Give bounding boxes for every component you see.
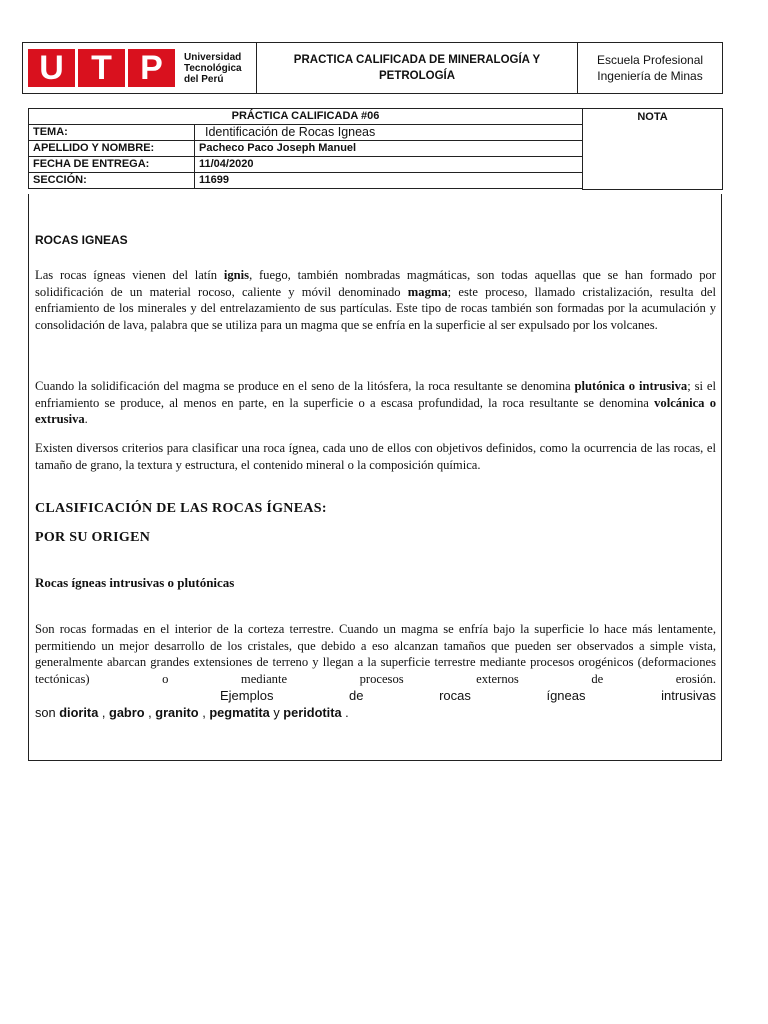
examples-intro: Ejemplos de rocas ígneas intrusivas bbox=[220, 688, 716, 703]
rock-granito: granito bbox=[155, 705, 199, 720]
seccion-label: SECCIÓN: bbox=[29, 173, 195, 189]
rock-pegmatita: pegmatita bbox=[209, 705, 270, 720]
nombre-value: Pacheco Paco Joseph Manuel bbox=[195, 141, 583, 157]
nombre-label: APELLIDO Y NOMBRE: bbox=[29, 141, 195, 157]
heading-clasificacion: CLASIFICACIÓN DE LAS ROCAS ÍGNEAS: bbox=[35, 501, 327, 516]
logo-letter-t: T bbox=[78, 49, 125, 87]
seccion-value: 11699 bbox=[195, 173, 583, 189]
course-title: PRACTICA CALIFICADA DE MINERALOGÍA Y PETROLOGÍA bbox=[257, 43, 578, 94]
paragraph-intrusivas: Son rocas formadas en el interior de la corteza terrestre. Cuando un magma se enfría bajo la superficie lo hace más lentamente, permitiendo un mejor desarrollo de los cristales, que debido a eso alcanzan tamaños que pueden ser observados a simple vista, generalmente abarcan grandes extensiones de terreno y llegan a la superficie terrestre mediante procesos orogénicos (deformaciones tectónicas) o mediante procesos externos de erosión. bbox=[35, 622, 716, 686]
fecha-value: 11/04/2020 bbox=[195, 157, 583, 173]
tema-value: Identificación de Rocas Igneas bbox=[195, 125, 583, 141]
paragraph-criterios: Existen diversos criterios para clasificar una roca ígnea, cada uno de ellos con objetivos definidos, como la ocurrencia de las rocas, el tamaño de grano, la textura y estructura, el contenido mineral o la composición química. bbox=[35, 441, 716, 472]
university-name: Universidad Tecnológica del Perú bbox=[184, 51, 242, 85]
utp-logo bbox=[28, 49, 242, 87]
rock-peridotita: peridotita bbox=[283, 705, 342, 720]
logo-letter-p: P bbox=[128, 49, 175, 87]
heading-rocas-igneas: ROCAS IGNEAS bbox=[35, 233, 128, 247]
logo-letter-u: U bbox=[28, 49, 75, 87]
info-table bbox=[28, 108, 723, 190]
logo-cell bbox=[23, 43, 257, 94]
school-name: Escuela Profesional Ingeniería de Minas bbox=[578, 43, 723, 94]
tema-label: TEMA: bbox=[29, 125, 195, 141]
rock-gabro: gabro bbox=[109, 705, 145, 720]
fecha-label: FECHA DE ENTREGA: bbox=[29, 157, 195, 173]
paragraph-plutonica: Cuando la solidificación del magma se produce en el seno de la litósfera, la roca resultante se denomina plutónica o intrusiva; si el enfriamiento se produce, al menos en parte, en la superficie o a escasa profundidad, la roca resultante se denomina volcánica o extrusiva. bbox=[35, 379, 716, 426]
paragraph-intro: Las rocas ígneas vienen del latín ignis, fuego, también nombradas magmáticas, son todas aquellas que se han formado por solidificación de un material rocoso, caliente y móvil denominado magma; este proceso, llamado cristalización, resulta del enfriamiento de los minerales y del entrelazamiento de sus partículas. Este tipo de rocas también son formadas por la acumulación y consolidación de lava, palabra que se utiliza para un magma que se enfría en la superficie al ser expulsado por los volcanes. bbox=[35, 268, 716, 332]
spacer-row bbox=[29, 189, 583, 190]
document-header bbox=[22, 42, 723, 94]
rock-diorita: diorita bbox=[59, 705, 99, 720]
examples-list: son diorita , gabro , granito , pegmatita y peridotita . bbox=[35, 705, 349, 720]
practice-title: PRÁCTICA CALIFICADA #06 bbox=[29, 109, 583, 125]
heading-intrusivas: Rocas ígneas intrusivas o plutónicas bbox=[35, 575, 235, 590]
heading-por-su-origen: POR SU ORIGEN bbox=[35, 530, 151, 545]
nota-box: NOTA bbox=[583, 109, 723, 190]
